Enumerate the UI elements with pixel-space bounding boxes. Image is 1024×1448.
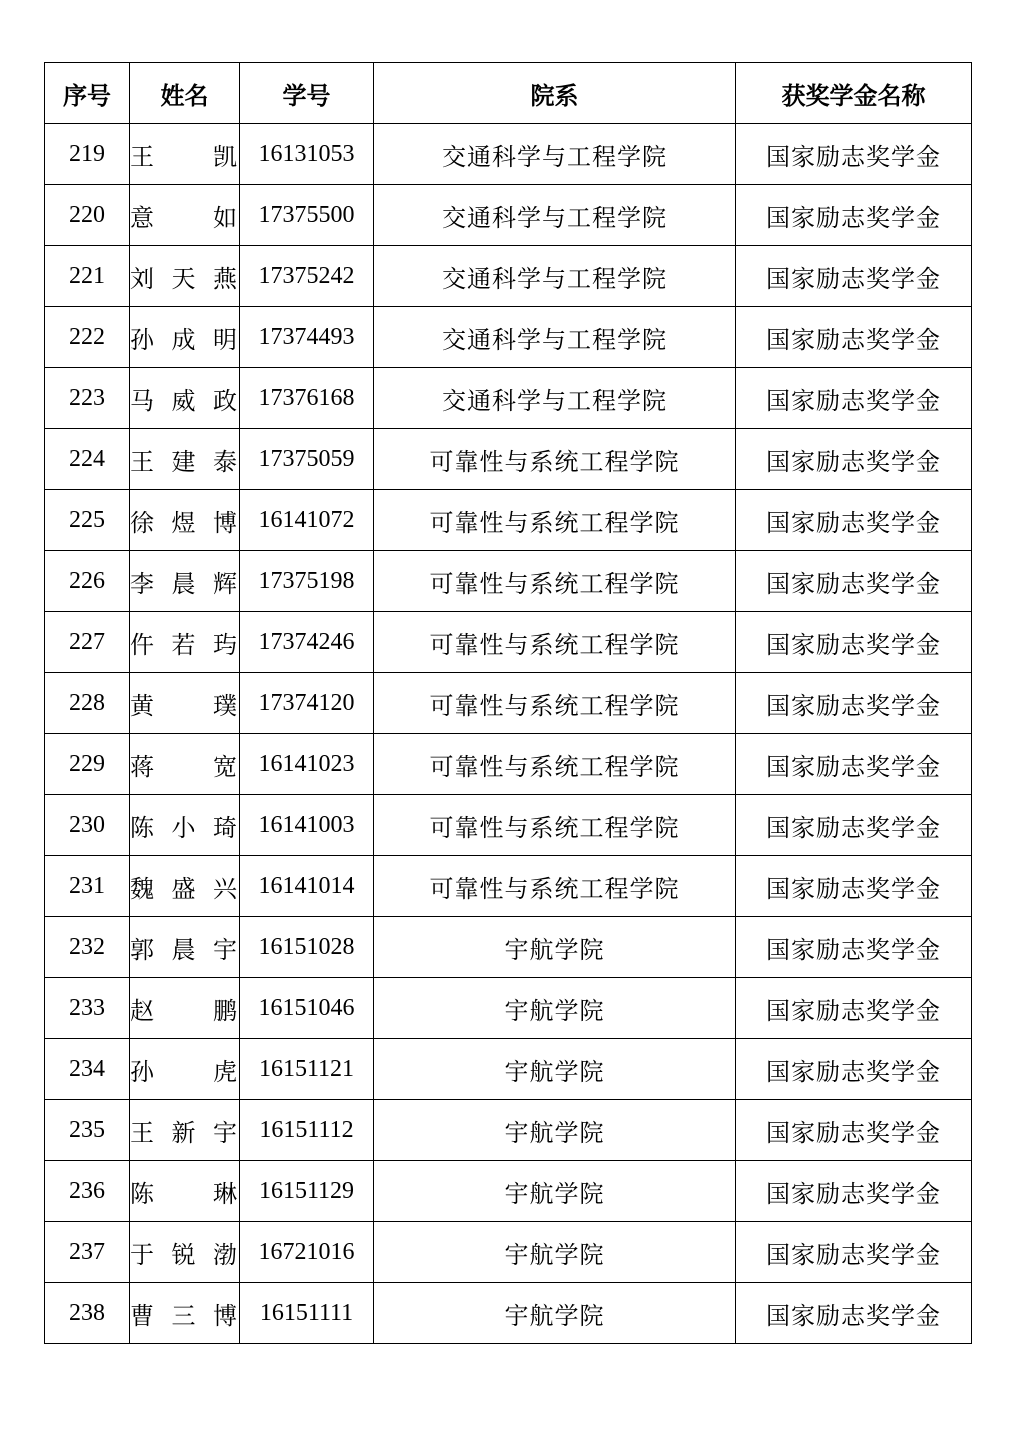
cell-serial: 235 [45, 1100, 130, 1161]
table-row [45, 124, 972, 185]
cell-award-name: 国家励志奖学金 [736, 124, 972, 185]
cell-award-name: 国家励志奖学金 [736, 1039, 972, 1100]
table-row [45, 185, 972, 246]
cell-student-id: 17375242 [240, 246, 374, 307]
header-serial: 序号 [45, 63, 130, 124]
cell-award-name: 国家励志奖学金 [736, 307, 972, 368]
table-row [45, 1283, 972, 1344]
cell-name: 陈 琳 [130, 1161, 240, 1222]
cell-award-name: 国家励志奖学金 [736, 1161, 972, 1222]
cell-award-name: 国家励志奖学金 [736, 551, 972, 612]
scholarship-table [44, 62, 972, 1344]
cell-department: 交通科学与工程学院 [374, 185, 736, 246]
cell-award-name: 国家励志奖学金 [736, 978, 972, 1039]
cell-name: 马威政 [130, 368, 240, 429]
cell-student-id: 16151111 [240, 1283, 374, 1344]
table-row [45, 307, 972, 368]
table-row [45, 856, 972, 917]
cell-award-name: 国家励志奖学金 [736, 856, 972, 917]
cell-serial: 221 [45, 246, 130, 307]
table-row [45, 429, 972, 490]
cell-award-name: 国家励志奖学金 [736, 1222, 972, 1283]
table-row [45, 246, 972, 307]
cell-student-id: 16151112 [240, 1100, 374, 1161]
cell-student-id: 16141014 [240, 856, 374, 917]
table-row [45, 978, 972, 1039]
table-row [45, 795, 972, 856]
cell-serial: 227 [45, 612, 130, 673]
header-student-id: 学号 [240, 63, 374, 124]
cell-department: 可靠性与系统工程学院 [374, 795, 736, 856]
cell-name: 仵若玙 [130, 612, 240, 673]
cell-student-id: 16151028 [240, 917, 374, 978]
table-row [45, 917, 972, 978]
cell-name: 魏盛兴 [130, 856, 240, 917]
cell-serial: 228 [45, 673, 130, 734]
cell-name: 陈小琦 [130, 795, 240, 856]
cell-name: 徐煜博 [130, 490, 240, 551]
cell-name: 孙 虎 [130, 1039, 240, 1100]
table-row [45, 673, 972, 734]
cell-department: 可靠性与系统工程学院 [374, 551, 736, 612]
table-row [45, 551, 972, 612]
cell-department: 交通科学与工程学院 [374, 246, 736, 307]
cell-award-name: 国家励志奖学金 [736, 612, 972, 673]
cell-department: 可靠性与系统工程学院 [374, 734, 736, 795]
cell-student-id: 16721016 [240, 1222, 374, 1283]
cell-department: 可靠性与系统工程学院 [374, 612, 736, 673]
cell-student-id: 16141072 [240, 490, 374, 551]
cell-name: 王 凯 [130, 124, 240, 185]
cell-department: 宇航学院 [374, 1161, 736, 1222]
cell-student-id: 16151121 [240, 1039, 374, 1100]
table-row [45, 1161, 972, 1222]
cell-award-name: 国家励志奖学金 [736, 917, 972, 978]
cell-serial: 220 [45, 185, 130, 246]
cell-name: 王新宇 [130, 1100, 240, 1161]
table-header [45, 63, 972, 124]
cell-student-id: 17375500 [240, 185, 374, 246]
cell-serial: 224 [45, 429, 130, 490]
cell-student-id: 16151129 [240, 1161, 374, 1222]
cell-name: 于锐渤 [130, 1222, 240, 1283]
cell-award-name: 国家励志奖学金 [736, 185, 972, 246]
header-row [45, 63, 972, 124]
cell-name: 意 如 [130, 185, 240, 246]
table-row [45, 1039, 972, 1100]
cell-student-id: 17374120 [240, 673, 374, 734]
cell-department: 交通科学与工程学院 [374, 368, 736, 429]
cell-serial: 223 [45, 368, 130, 429]
cell-serial: 230 [45, 795, 130, 856]
cell-department: 宇航学院 [374, 917, 736, 978]
table-row [45, 1100, 972, 1161]
cell-student-id: 16141023 [240, 734, 374, 795]
table-row [45, 734, 972, 795]
cell-name: 孙成明 [130, 307, 240, 368]
cell-department: 交通科学与工程学院 [374, 307, 736, 368]
cell-award-name: 国家励志奖学金 [736, 734, 972, 795]
cell-serial: 238 [45, 1283, 130, 1344]
cell-award-name: 国家励志奖学金 [736, 368, 972, 429]
table-row [45, 612, 972, 673]
cell-name: 王建泰 [130, 429, 240, 490]
cell-award-name: 国家励志奖学金 [736, 1100, 972, 1161]
cell-serial: 237 [45, 1222, 130, 1283]
cell-serial: 234 [45, 1039, 130, 1100]
header-department: 院系 [374, 63, 736, 124]
cell-student-id: 16131053 [240, 124, 374, 185]
cell-serial: 229 [45, 734, 130, 795]
table-row [45, 1222, 972, 1283]
cell-name: 刘天燕 [130, 246, 240, 307]
cell-name: 黄 璞 [130, 673, 240, 734]
cell-serial: 231 [45, 856, 130, 917]
cell-student-id: 17376168 [240, 368, 374, 429]
cell-serial: 226 [45, 551, 130, 612]
cell-department: 宇航学院 [374, 1283, 736, 1344]
cell-award-name: 国家励志奖学金 [736, 429, 972, 490]
cell-serial: 219 [45, 124, 130, 185]
cell-department: 宇航学院 [374, 1222, 736, 1283]
cell-student-id: 17374246 [240, 612, 374, 673]
cell-student-id: 17375059 [240, 429, 374, 490]
cell-serial: 225 [45, 490, 130, 551]
table-body [45, 124, 972, 1344]
cell-student-id: 16151046 [240, 978, 374, 1039]
cell-serial: 233 [45, 978, 130, 1039]
cell-name: 李晨辉 [130, 551, 240, 612]
cell-student-id: 16141003 [240, 795, 374, 856]
cell-name: 赵 鹏 [130, 978, 240, 1039]
header-award-name: 获奖学金名称 [736, 63, 972, 124]
cell-name: 蒋 宽 [130, 734, 240, 795]
table-row [45, 490, 972, 551]
cell-award-name: 国家励志奖学金 [736, 246, 972, 307]
cell-award-name: 国家励志奖学金 [736, 673, 972, 734]
cell-name: 曹三博 [130, 1283, 240, 1344]
header-name: 姓名 [130, 63, 240, 124]
cell-department: 可靠性与系统工程学院 [374, 429, 736, 490]
cell-student-id: 17374493 [240, 307, 374, 368]
cell-serial: 232 [45, 917, 130, 978]
cell-department: 可靠性与系统工程学院 [374, 856, 736, 917]
cell-department: 可靠性与系统工程学院 [374, 673, 736, 734]
cell-award-name: 国家励志奖学金 [736, 490, 972, 551]
cell-award-name: 国家励志奖学金 [736, 795, 972, 856]
cell-department: 宇航学院 [374, 978, 736, 1039]
cell-name: 郭晨宇 [130, 917, 240, 978]
cell-department: 可靠性与系统工程学院 [374, 490, 736, 551]
cell-department: 宇航学院 [374, 1039, 736, 1100]
cell-serial: 236 [45, 1161, 130, 1222]
cell-award-name: 国家励志奖学金 [736, 1283, 972, 1344]
cell-department: 宇航学院 [374, 1100, 736, 1161]
cell-department: 交通科学与工程学院 [374, 124, 736, 185]
cell-serial: 222 [45, 307, 130, 368]
cell-student-id: 17375198 [240, 551, 374, 612]
table-row [45, 368, 972, 429]
